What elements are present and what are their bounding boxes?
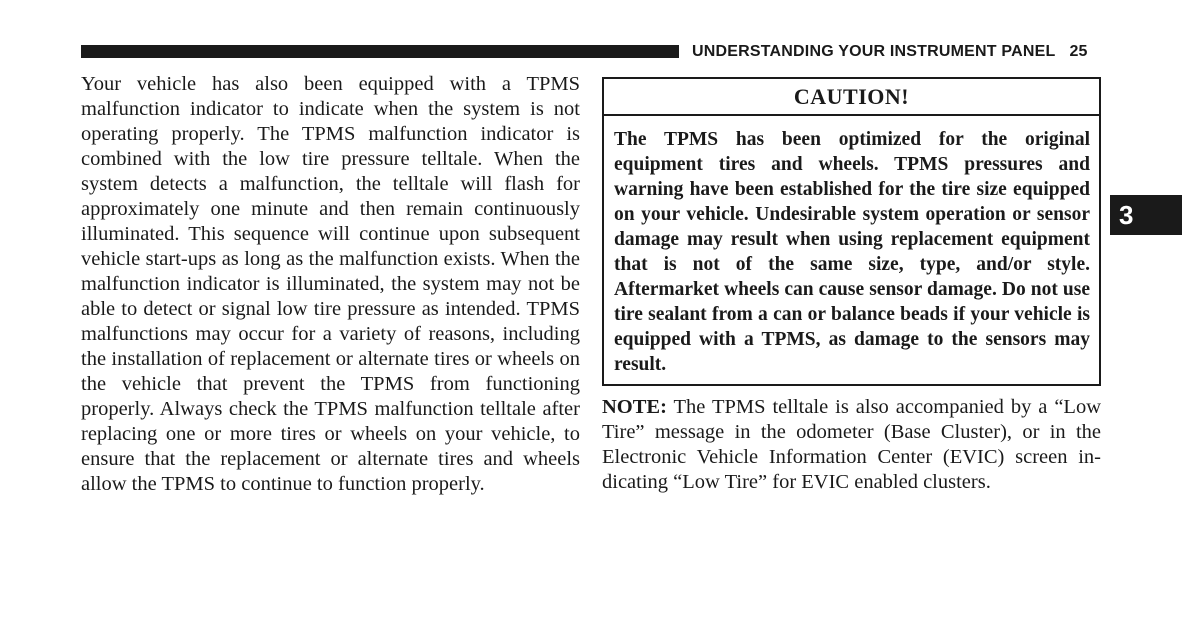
section-title: UNDERSTANDING YOUR INSTRUMENT PANEL <box>692 43 1056 60</box>
note-text: The TPMS telltale is also accompanied by a “Low Tire” message in the odometer (Base Cluster), or in the Electronic Vehicle Information Center (EVIC) screen indicating “Low Tire” for EVIC enabled clusters. <box>602 396 1101 493</box>
page-number: 25 <box>1069 43 1088 60</box>
caution-body: The TPMS has been optimized for the original equipment tires and wheels. TPMS pressures and warning have been established for the tire size equipped on your vehicle. Undesirable system operation or sensor damage may result when using replacement equipment that is not of the same size, type, and/or style. Aftermarket wheels can cause sensor damage. Do not use tire sealant from a can or balance beads if your vehicle is equipped with a TPMS, as damage to the sensors may result. <box>614 129 1090 375</box>
header-rule-bar <box>81 45 679 58</box>
tpms-malfunction-paragraph: Your vehicle has also been equipped with a TPMS malfunction indicator to indicate when the system is not operating properly. The TPMS malfunction indicator is combined with the low tire pressure telltale. When the system detects a malfunction, the telltale will flash for approximately one minute and then remain continuously illuminated. This sequence will continue upon subsequent vehicle start-ups as long as the malfunction exists. When the malfunction indicator is illuminated, the system may not be able to detect or signal low tire pressure as intended. TPMS malfunctions may occur for a variety of reasons, including the installation of replacement or alternate tires or wheels on the vehicle that prevent the TPMS from functioning properly. Always check the TPMS malfunction telltale after replacing one or more tires or wheels on your vehicle, to ensure that the replacement or alternate tires and wheels allow the TPMS to continue to function properly. <box>81 73 580 495</box>
note-label: NOTE: <box>602 396 667 418</box>
caution-box <box>602 77 1101 386</box>
note-paragraph <box>602 395 1101 495</box>
running-head <box>692 43 1088 61</box>
caution-title: CAUTION! <box>604 79 1099 116</box>
chapter-tab <box>1110 195 1182 235</box>
chapter-number: 3 <box>1119 200 1134 230</box>
